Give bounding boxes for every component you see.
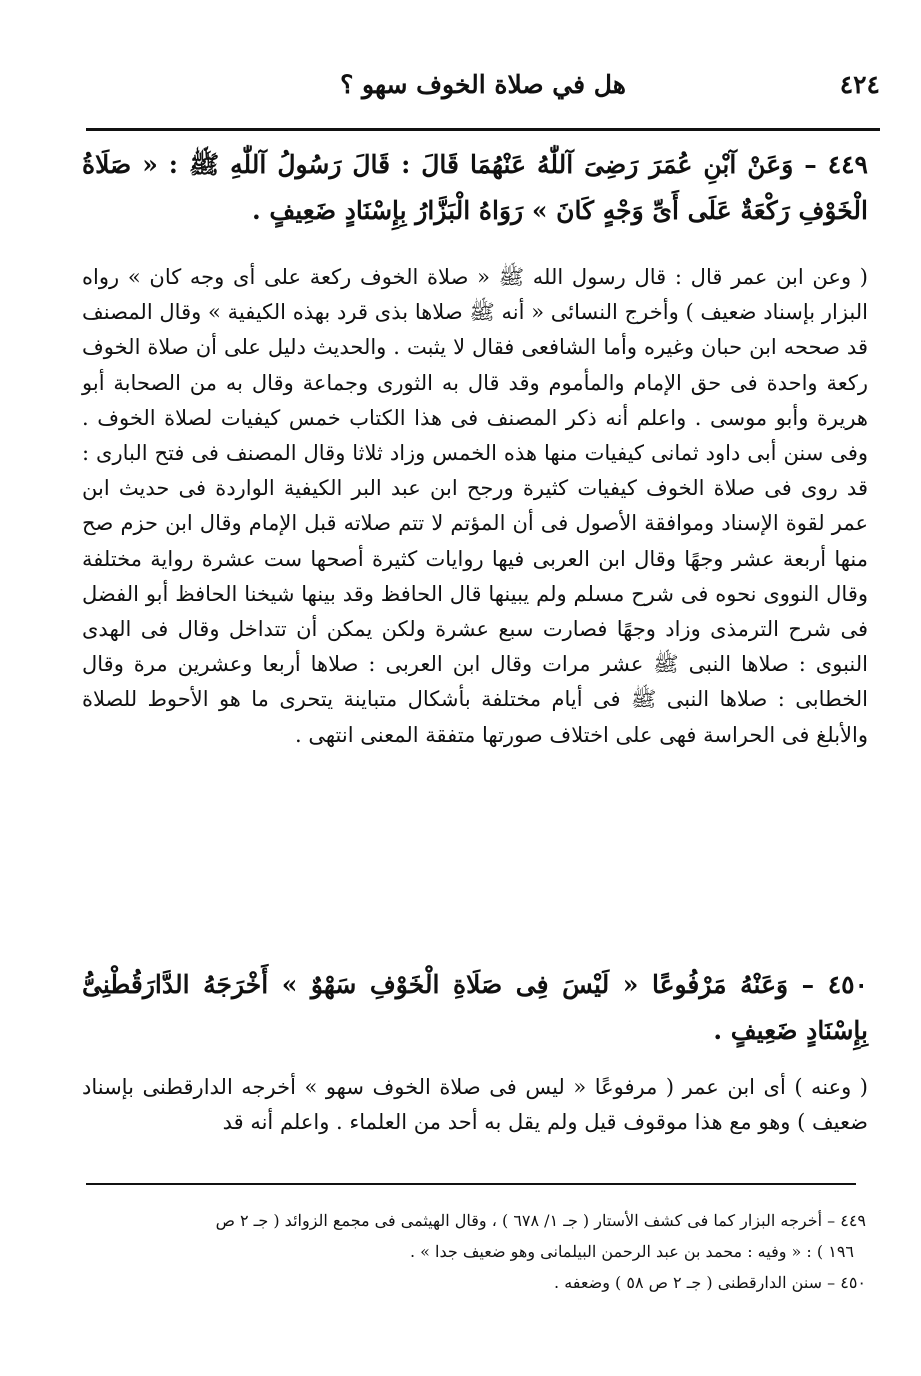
footnote-450: ٤٥٠ – سنن الدارقطنى ( جـ ٢ ص ٥٨ ) وضعفه . [554, 1273, 866, 1292]
header-rule [86, 128, 880, 131]
page-header [86, 68, 880, 120]
footnotes [90, 1205, 866, 1298]
footnote-rule [86, 1183, 856, 1185]
running-title: هل في صلاة الخوف سهو ؟ [340, 70, 626, 99]
commentary-450-text: ( وعنه ) أى ابن عمر ( مرفوعًا « ليس فى صلاة الخوف سهو » أخرجه الدارقطنى بإسناد ضعيف ) وهو مع هذا موقوف قيل ولم يقل به أحد من العلماء . واعلم أنه قد [82, 1075, 868, 1135]
footnote-449-line-1: ٤٤٩ – أخرجه البزار كما فى كشف الأستار ( جـ ١/ ٦٧٨ ) ، وقال الهيثمى فى مجمع الزوائد ( جـ ٢ ص [215, 1211, 866, 1230]
footnote-449-line-2: ١٩٦ ) : « وفيه : محمد بن عبد الرحمن البيلمانى وهو ضعيف جدا » . [409, 1242, 854, 1261]
page-number: ٤٢٤ [839, 70, 880, 99]
hadith-450-text: ٤٥٠ – وَعَنْهُ مَرْفُوعًا « لَيْسَ فِى صَلَاةِ الْخَوْفِ سَهْوٌ » أَخْرَجَهُ الدَّارَقُطْنِىُّ بِإِسْنَادٍ ضَعِيفٍ . [82, 970, 868, 1045]
hadith-449-text: ٤٤٩ – وَعَنْ آبْنِ عُمَرَ رَضِىَ آللّٰهُ عَنْهُمَا قَالَ : قَالَ رَسُولُ آللّٰهِ ﷺ : « صَلَاةُ الْخَوْفِ رَكْعَةٌ عَلَى أَىِّ وَجْهٍ كَانَ » رَوَاهُ الْبَزَّارُ بِإِسْنَادٍ ضَعِيفٍ . [82, 150, 868, 225]
commentary-449-text: ( وعن ابن عمر قال : قال رسول الله ﷺ « صلاة الخوف ركعة على أى وجه كان » رواه البزار بإسناد ضعيف ) وأخرج النسائى « أنه ﷺ صلاها بذى قرد بهذه الكيفية » وقال المصنف قد صححه ابن حبان وغيره وأما الشافعى فقال لا يثبت . والحديث دليل على أن صلاة الخوف ركعة واحدة فى حق الإمام والمأموم وقد قال به الثورى وجماعة وقال به من الصحابة أبو هريرة وأبو موسى . واعلم أنه ذكر المصنف فى هذا الكتاب خمس كيفيات لصلاة الخوف . وفى سنن أبى داود ثمانى كيفيات منها هذه الخمس وزاد ثلاثا وقال المصنف فى فتح البارى : قد روى فى صلاة الخوف كيفيات كثيرة ورجح ابن عبد البر الكيفية الواردة فى حديث ابن عمر لقوة الإسناد وموافقة الأصول فى أن المؤتم لا تتم صلاته قبل الإمام وقال ابن حزم صح منها أربعة عشر وجهًا وقال ابن العربى فيها روايات كثيرة أصحها ست عشرة رواية مختلفة وقال النووى نحوه فى شرح مسلم ولم يبينها قال الحافظ وقد بينها شيخنا الحافظ أبو الفضل فى شرح الترمذى وزاد وجهًا فصارت سبع عشرة ولكن يمكن أن تتداخل وقال فى الهدى النبوى : صلاها النبى ﷺ عشر مرات وقال ابن العربى : صلاها أربعا وعشرين مرة وقال الخطابى : صلاها النبى ﷺ فى أيام مختلفة بأشكال متباينة يتحرى ما هو الأحوط للصلاة والأبلغ فى الحراسة فهى على اختلاف صورتها متفقة المعنى انتهى . [82, 265, 868, 747]
